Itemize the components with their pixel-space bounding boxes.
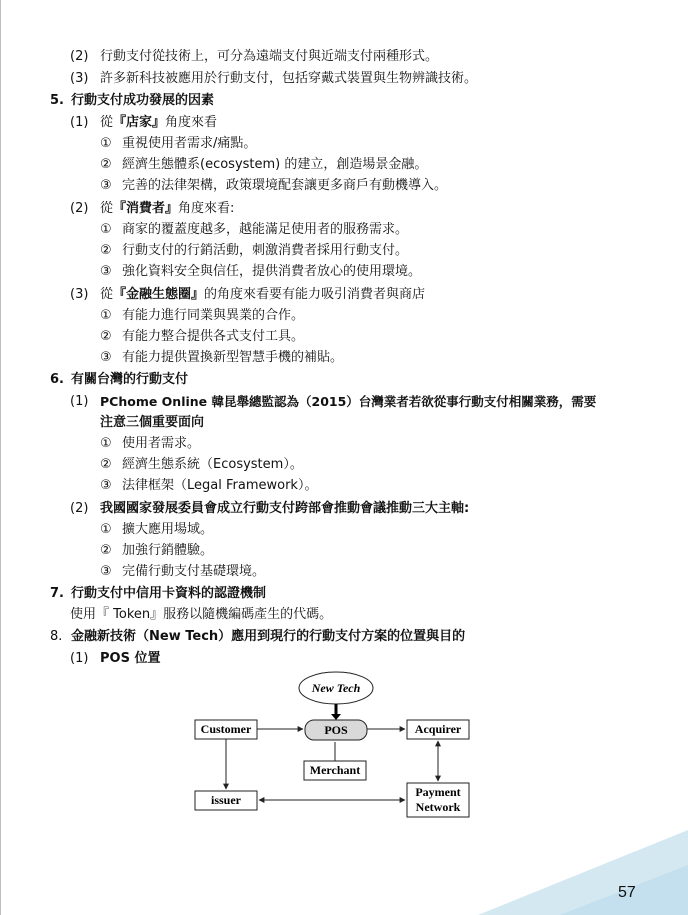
svg-text:Customer: Customer: [200, 722, 252, 736]
page-number: 57: [618, 884, 636, 901]
svg-text:Merchant: Merchant: [309, 763, 361, 777]
svg-text:New Tech: New Tech: [311, 681, 361, 695]
svg-text:Payment: Payment: [415, 785, 461, 799]
svg-text:Network: Network: [415, 800, 461, 814]
payment-network-node: [407, 783, 469, 817]
new-tech-node: [299, 672, 373, 704]
pos-node: [305, 720, 367, 740]
svg-text:issuer: issuer: [211, 793, 241, 807]
acquirer-node: [407, 720, 469, 739]
svg-text:Acquirer: Acquirer: [414, 722, 462, 736]
svg-text:POS: POS: [324, 723, 348, 737]
issuer-node: [195, 791, 257, 810]
merchant-node: [304, 761, 366, 780]
customer-node: [195, 720, 257, 739]
